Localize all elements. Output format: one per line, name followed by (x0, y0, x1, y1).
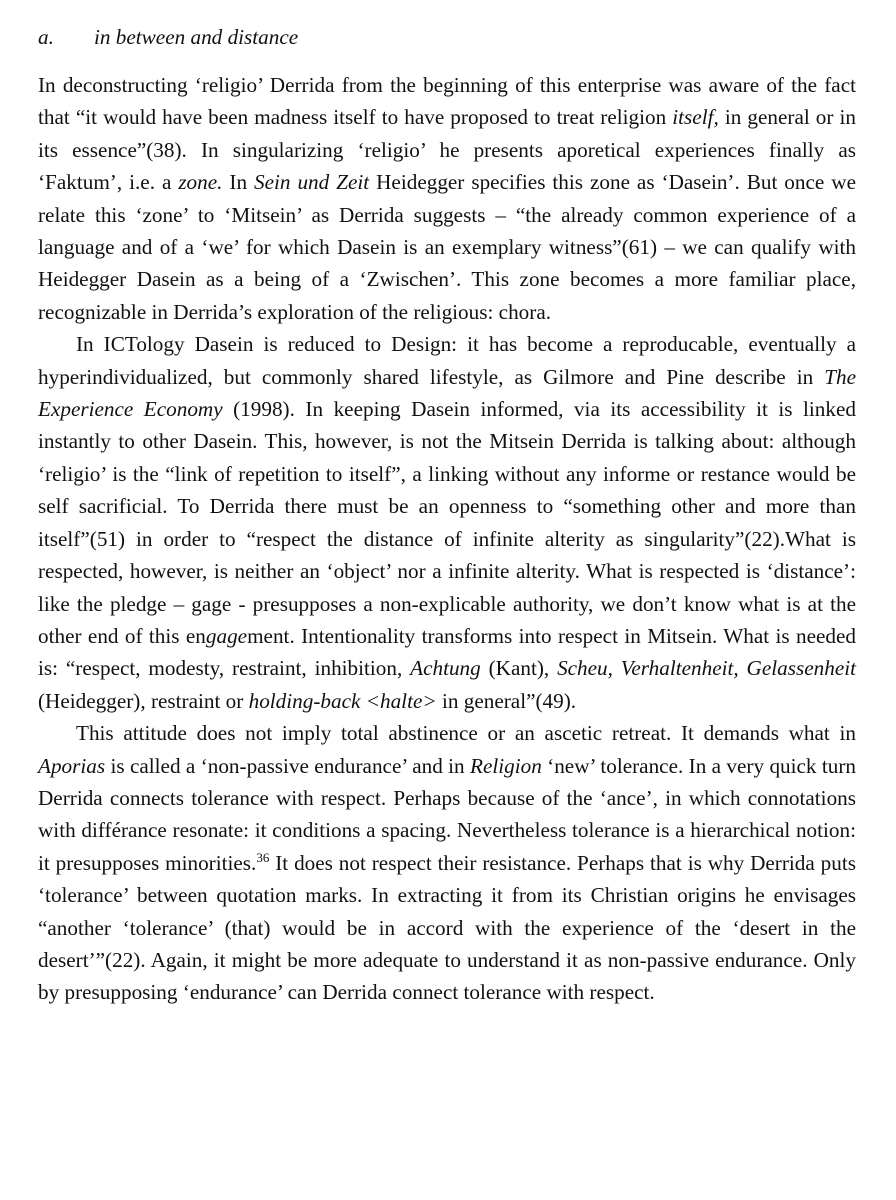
text-run: In ICTology Dasein is reduced to Design: it has become a reproducable, eventually a hyperindividualized, but commonly shared lifestyle, as Gilmore and Pine describe in (38, 332, 856, 389)
text-run: It does not respect their resistance. Perhaps that is why Derrida puts ‘tolerance’ between quotation marks. In extracting it from its Christian origins he envisages “another ‘tolerance’ (that) would be in accord with the experience of the ‘desert in the desert’”(22). Again, it might be more adequate to understand it as non-passive endurance. Only by presupposing ‘endurance’ can Derrida connect tolerance with respect. (38, 850, 856, 1005)
footnote-marker: 36 (256, 849, 270, 865)
section-heading (38, 22, 856, 52)
paragraph-1 (38, 69, 856, 328)
italic-text: holding-back <halte> (248, 688, 437, 713)
text-run: In (222, 170, 255, 195)
italic-text: Aporias (38, 753, 106, 778)
paragraph-2 (38, 328, 856, 717)
italic-text: zone. (178, 170, 223, 195)
italic-text: The Experience Economy (38, 364, 856, 422)
page (38, 22, 856, 1009)
section-title: in between and distance (94, 25, 299, 49)
text-run: Heidegger specifies this zone as ‘Dasein’. But once we relate this ‘zone’ to ‘Mitsein’ as Derrida suggests – “the already common experience of a language and of a ‘we’ for which Dasein is an exemplary witness”(61) – we can qualify with Heidegger Dasein as a being of a ‘Zwischen’. This zone becomes a more familiar place, recognizable in Derrida’s exploration of the religious: chora. (38, 170, 856, 324)
text-run: (1998). In keeping Dasein informed, via its accessibility it is linked instantly to other Dasein. This, however, is not the Mitsein Derrida is talking about: although ‘religio’ is the “link of repetition to itself”, a linking without any informe or restance would be self sacrificial. To Derrida there must be an openness to “something other and more than itself”(51) in order to “respect the distance of infinite alterity as singularity”(22).What is respected, however, is neither an ‘object’ nor a infinite alterity. What is respected is ‘distance’: like the pledge – gage - presupposes a non-explicable authority, we don’t know what is at the other end of this en (38, 397, 856, 648)
italic-text: Sein und Zeit (254, 170, 370, 195)
text-run: is called a ‘non-passive endurance’ and in (105, 753, 470, 778)
text-run: ‘new’ tolerance. In a very quick turn Derrida connects tolerance with respect. Perhaps because of the ‘ance’, in which connotations with différance resonate: it conditions a spacing. Nevertheless tolerance is a hierarchical notion: it presupposes minorities. (38, 753, 857, 875)
section-number: a. (38, 25, 54, 49)
body-text (38, 69, 856, 1009)
text-run: (Kant), (480, 656, 558, 681)
italic-text: Achtung (410, 656, 481, 681)
text-run: (Heidegger), restraint or (38, 688, 249, 713)
italic-text: itself, (672, 105, 719, 130)
text-run: ment. Intentionality transforms into respect in Mitsein. What is needed is: “respect, modesty, restraint, inhibition, (38, 623, 856, 681)
text-run: in general or in its essence”(38). In singularizing ‘religio’ he presents aporetical experiences finally as ‘Faktum’, i.e. a (38, 105, 856, 195)
text-run: In deconstructing ‘religio’ Derrida from the beginning of this enterprise was aware of the fact that “it would have been madness itself to have proposed to treat religion (38, 73, 856, 130)
italic-text: Scheu, Verhaltenheit, Gelassenheit (557, 656, 856, 681)
paragraph-3 (38, 717, 856, 1009)
italic-text: Religion (470, 753, 542, 778)
text-run: in general”(49). (436, 688, 577, 713)
text-run: This attitude does not imply total abstinence or an ascetic retreat. It demands what in (76, 721, 856, 746)
italic-text: gage (205, 623, 248, 648)
